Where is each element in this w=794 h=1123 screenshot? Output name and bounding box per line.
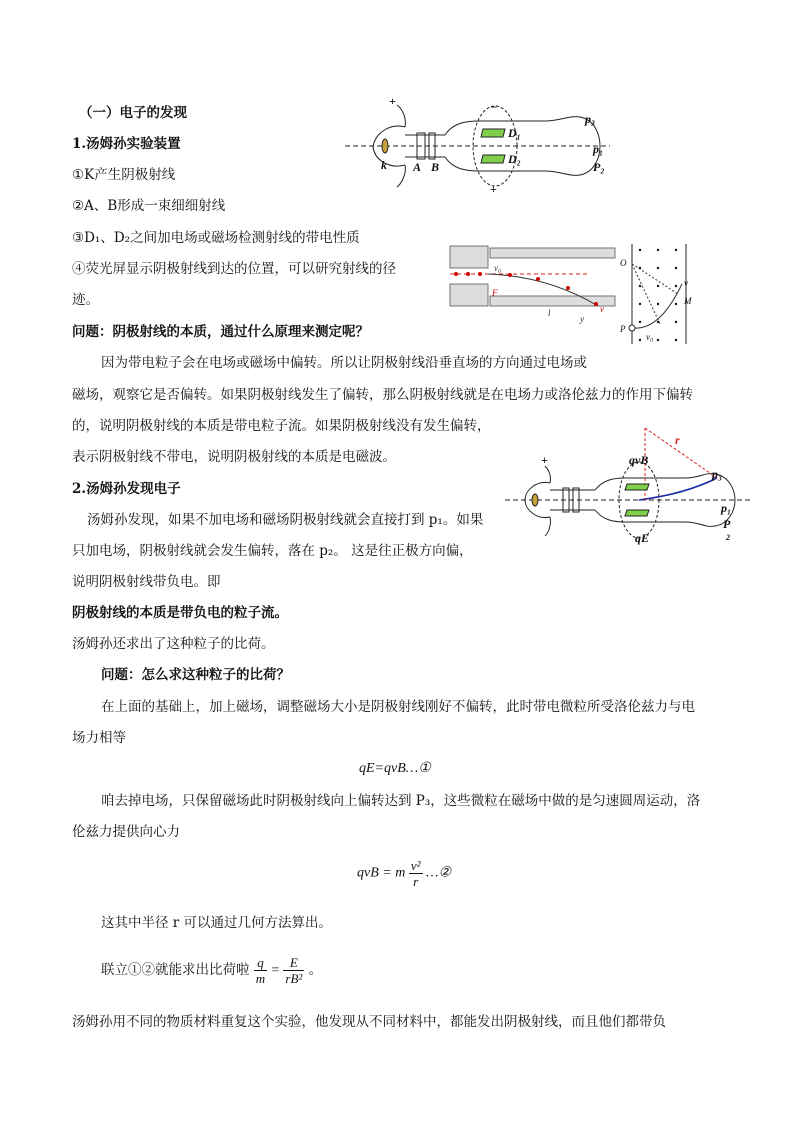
fig4-plus: + [541, 453, 548, 467]
para1-line2: 磁场，观察它是否偏转。如果阴极射线发生了偏转，那么阴极射线就是在电场力或洛伦兹力的作用下偏转 [72, 387, 693, 403]
fig2-v0: v₀ [494, 263, 502, 273]
fig2-f: F [492, 288, 498, 298]
figure-thomson-measurement [505, 428, 750, 548]
item-1: ①K产生阴极射线 [72, 167, 176, 183]
fig4-qvb: qvB [629, 453, 649, 467]
figure-electric-deflection [448, 244, 618, 324]
equation-2-tail: …② [426, 865, 451, 881]
question-1: 问题：阴极射线的本质，通过什么原理来测定呢？ [72, 324, 369, 340]
conclusion: 阴极射线的本质是带负电的粒子流。 [72, 605, 288, 621]
fig1-a: A [413, 160, 422, 174]
cathode-icon [382, 139, 388, 153]
plate-d1-icon [481, 129, 505, 137]
fig4-p2: P [723, 517, 731, 531]
sub2-title: 2.汤姆孙发现电子 [72, 481, 181, 497]
fig3-o: O [620, 258, 627, 268]
fig1-p3: p₃ [585, 112, 596, 126]
equation-2-fraction [409, 858, 423, 889]
fig3-v0: v₀ [646, 332, 654, 342]
equation-1: qE=qvB…① [359, 761, 431, 776]
ratio-e: E [283, 955, 304, 971]
fig2-y: y [580, 314, 584, 324]
para7-prefix: 联立①②就能求出比荷啦 [101, 962, 250, 978]
para7: 联立①②就能求出比荷啦 $\frac{q}{m}$ = $\frac{E}{\text{rB²}}$ 。 [101, 955, 323, 986]
fig3-m: M [684, 296, 692, 306]
fig2-l: l [548, 308, 551, 318]
ratio-q-m [254, 955, 267, 986]
item-2: ②A、B形成一束细细射线 [72, 198, 226, 214]
plate-upper-icon [625, 484, 649, 490]
item-4-cont: 迹。 [72, 292, 99, 308]
figure-thomson-apparatus [345, 95, 610, 195]
ratio-m: m [255, 971, 266, 986]
ratio-rb2: rB² [285, 971, 303, 986]
sub1-title: 1.汤姆孙实验装置 [72, 136, 181, 152]
fig3-v: v [684, 278, 688, 288]
fig2-v: v [600, 304, 604, 314]
para6: 这其中半径 r 可以通过几何方法算出。 [101, 915, 333, 931]
para2-line1: 汤姆孙发现，如果不加电场和磁场阴极射线就会直接打到 p₁。如果 [87, 512, 484, 528]
fig1-plus: + [389, 95, 396, 108]
fig1-b: B [431, 160, 440, 174]
para4-line1: 在上面的基础上，加上磁场，调整磁场大小是阴极射线刚好不偏转，此时带电微粒所受洛伦兹力与电 [101, 699, 695, 715]
fig1-k: k [381, 158, 387, 172]
section-title: （一）电子的发现 [79, 105, 187, 121]
ratio-q: q [254, 955, 267, 971]
fig4-p2-sub: 2 [726, 533, 730, 542]
question-2: 问题：怎么求这种粒子的比荷？ [101, 667, 290, 683]
fig4-p1: p₁ [721, 501, 732, 515]
para5-line1: 咱去掉电场，只保留磁场此时阴极射线向上偏转达到 P₃，这些微粒在磁场中做的是匀速圆周运动，洛 [101, 793, 701, 809]
plate-lower-icon [625, 510, 649, 516]
fig4-r: r [675, 433, 680, 447]
para3: 汤姆孙还求出了这种粒子的比荷。 [72, 636, 275, 652]
fig1-plus-bottom: + [490, 182, 497, 195]
para5-line2: 伦兹力提供向心力 [72, 824, 180, 840]
fig3-p: P [620, 324, 626, 334]
item-4: ④荧光屏显示阴极射线到达的位置，可以研究射线的径 [72, 261, 396, 277]
equation-2 [357, 858, 451, 889]
fig1-minus: − [490, 100, 498, 114]
para8: 汤姆孙用不同的物质材料重复这个实验，他发现从不同材料中，都能发出阴极射线，而且他们都带负 [72, 1014, 666, 1030]
equation-2-lhs: qvB = m [357, 865, 406, 881]
fig1-d2: D₂ [508, 152, 521, 166]
para1-line4: 表示阴极射线不带电，说明阴极射线的本质是电磁波。 [72, 449, 396, 465]
para1-line3: 的，说明阴极射线的本质是带电粒子流。如果阴极射线没有发生偏转， [72, 418, 491, 434]
plate-d2-icon [481, 155, 505, 163]
equation-2-num: v² [410, 858, 421, 873]
fig1-p1: p₁ [593, 142, 604, 156]
para4-line2: 场力相等 [72, 730, 126, 746]
fig1-d1: D₁ [508, 126, 521, 140]
para2-line2: 只加电场，阴极射线就会发生偏转，落在 p₂。 这是往正极方向偏， [72, 543, 473, 559]
figure-magnetic-circle [620, 244, 692, 344]
ratio-e-rb2 [283, 955, 304, 986]
para2-line3: 说明阴极射线带负电。即 [72, 574, 221, 590]
equation-2-den: r [413, 874, 419, 889]
para1-line1: 因为带电粒子会在电场或磁场中偏转。所以让阴极射线沿垂直场的方向通过电场或 [101, 355, 587, 371]
fig4-p3: p₃ [712, 467, 723, 481]
fig1-p2: P₂ [593, 160, 605, 174]
item-3: ③D₁、D₂之间加电场或磁场检测射线的带电性质 [72, 230, 360, 246]
para7-suffix: 。 [308, 962, 323, 978]
cathode-icon-2 [532, 494, 538, 506]
fig4-qe: qE [635, 531, 650, 545]
